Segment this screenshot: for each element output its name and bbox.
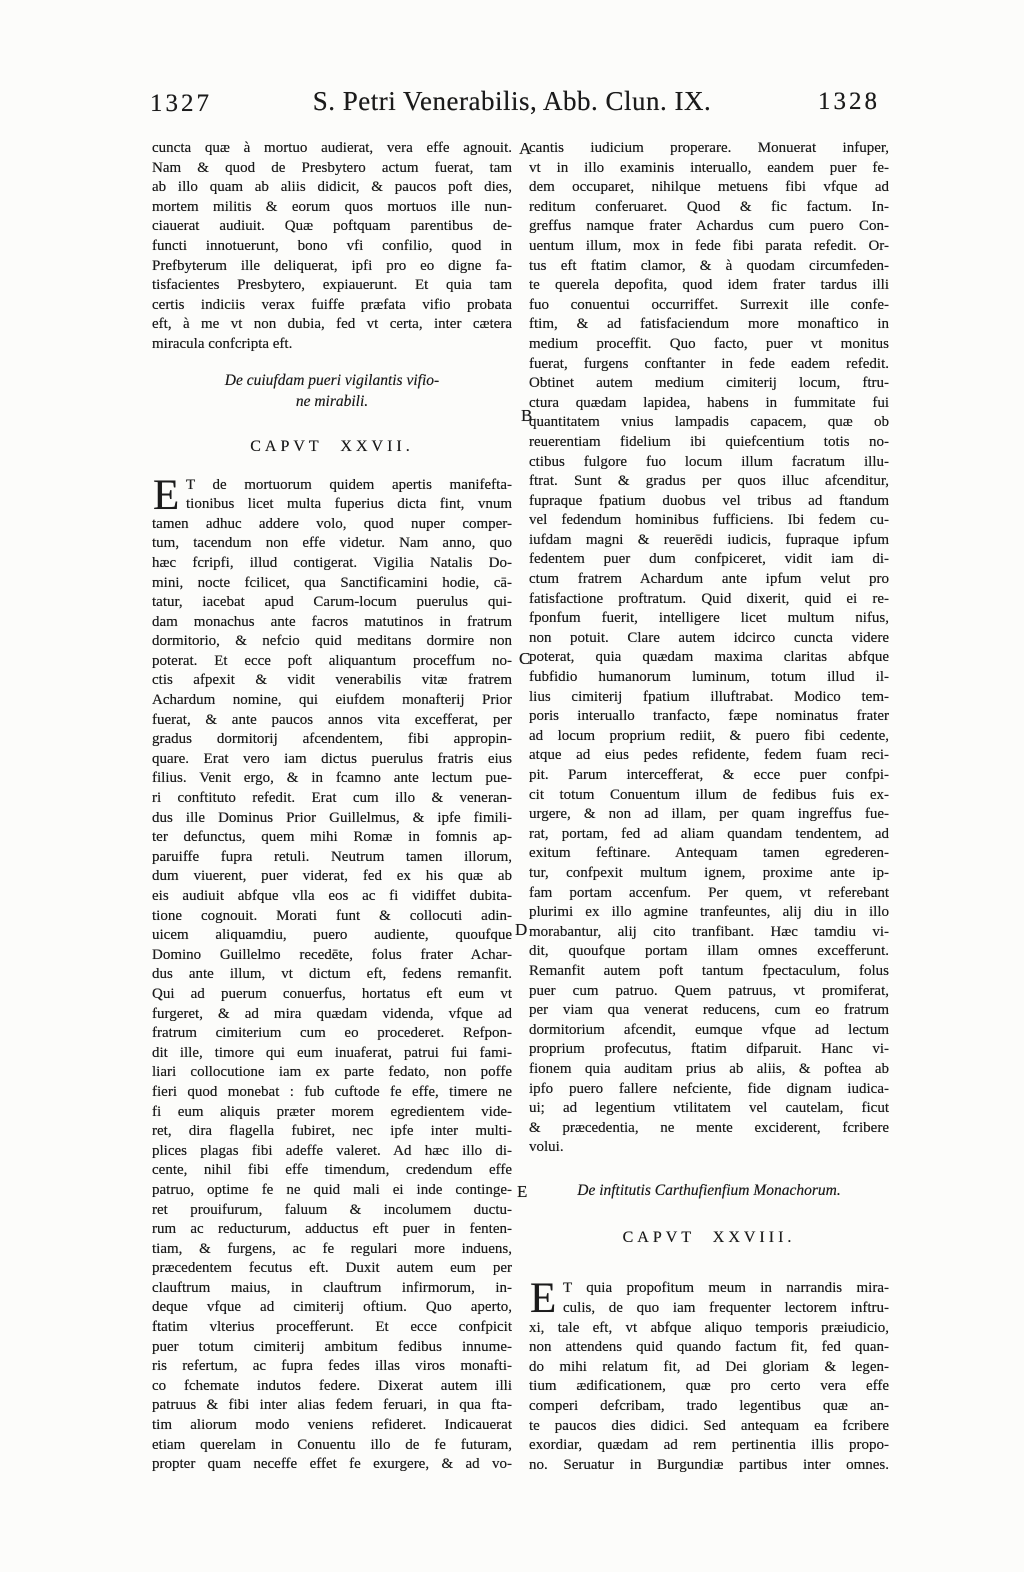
text-line: tim aliorum modo veniens refideret. Indicauerat	[152, 1417, 512, 1434]
text-line: ris refertum, ac fupra fedes illas viros monafti-	[152, 1358, 512, 1375]
text-line: fratrum cimiterium cum eo procederet. Refpon-	[152, 1025, 512, 1042]
text-line: tatur, iacebat apud Carum-locum puerulus qui-	[152, 594, 512, 611]
drop-cap-28: E	[530, 1275, 557, 1323]
text-line: mortem militis & eorum quos mortuos ille nun-	[152, 198, 512, 215]
text-line: cantis iudicium properare. Monuerat infuper,	[529, 140, 889, 156]
text-line: cuncta quæ à mortuo audierat, vera effe agnouit.	[152, 140, 512, 156]
text-line: per viam qua venerat reducens, cum eo fratrum	[529, 1002, 889, 1019]
text-line: dormitorio, & nefcio quid meditans dormire non	[152, 633, 512, 650]
text-line: dit ille, timore qui eum inuaferat, patrui fui fami-	[152, 1044, 512, 1061]
text-line: morabantur, alij cito tranfibant. Hæc tamdiu vi-	[529, 923, 889, 940]
text-line: ctum fratrem Achardum ante ipfum velut pro	[529, 571, 889, 588]
paragraph-lines	[529, 1275, 889, 1475]
text-line: Prefbyterum ille deliquerat, ipfi pro eo digne fa-	[152, 257, 512, 274]
text-line: hæc fcripfi, illud contigerat. Vigilia Natalis Do-	[152, 554, 512, 571]
text-line: comperi defcribam, trado legentibus quæ an-	[529, 1397, 889, 1414]
text-line: fuerat, furgens conftanter in fede eadem refedit.	[529, 355, 889, 372]
text-line: greffus namque frater Achardus cum puero Con-	[529, 218, 889, 235]
text-line: Obtinet autem medium cimiterij locum, ftru-	[529, 375, 889, 392]
text-line: fatisfactione proftratum. Quid dixerit, quid ei re-	[529, 590, 889, 607]
text-line: co fchemate indutos federe. Dixerat autem illi	[152, 1377, 512, 1394]
text-line: patruo, optime fe ne quid mali ei inde continge-	[152, 1181, 512, 1198]
text-line: mini, nocte fcilicet, qua Sanctificamini hodie, cā-	[152, 574, 512, 591]
text-line: xi, tale eft, vt abfque aliquo temporis præiudicio,	[529, 1319, 889, 1336]
page-header	[0, 86, 1024, 122]
text-line: Remanfit autem poft tantum fpectaculum, folus	[529, 962, 889, 979]
text-line: clauftrum maius, in clauftrum infirmorum, in-	[152, 1279, 512, 1296]
text-line: ciauerat audiuit. Quæ poftquam parentibus de-	[152, 218, 512, 235]
text-line: ne mirabili.	[295, 393, 369, 411]
text-line: tamen adhuc addere volo, quod nuper comper-	[152, 515, 512, 532]
drop-cap-27: E	[153, 471, 180, 519]
text-line: liari collocutione iam ex parte fedato, non poffe	[152, 1064, 512, 1081]
left-column	[152, 139, 512, 1475]
text-line: plices plagas fibi adeffe valeret. Ad hæc illo di-	[152, 1142, 512, 1159]
text-line: dem occuparet, nihilque metuens fibi vfque ad	[529, 179, 889, 196]
text-line: puer cum patruo. Quem patruus, vt promiferat,	[529, 982, 889, 999]
text-line: dus ille Dominus Prior Guillelmus, & ipfe fimili-	[152, 809, 512, 826]
text-line: deque vfque ad cimiterij oftium. Quo aperto,	[152, 1299, 512, 1316]
text-line: tisfacientes Presbytero, expiauerunt. Et quia tam	[152, 277, 512, 294]
text-line: pit. Parum intercefferat, & ecce puer confpi-	[529, 767, 889, 783]
chapter-28-heading: CAPVT XXVIII.	[622, 1229, 796, 1247]
text-line: exitum feftinare. Antequam tamen egrederen-	[529, 845, 889, 862]
text-line: T de mortuorum quidem apertis manifefta-	[186, 476, 512, 493]
text-line: Domino Guillelmo recedēte, folus frater Achar-	[152, 946, 512, 963]
text-line: rat, portam, fed ad aliam quandam tendentem, ad	[529, 825, 889, 842]
text-line: præcedentem fecutus eft. Duxit autem eum per	[152, 1260, 512, 1277]
text-line: ret prouifurum, faluum & incolumem ductu-	[152, 1201, 512, 1218]
text-line: dormitorium afcendit, eumque vfque ad lectum	[529, 1021, 889, 1038]
text-line: ctibus fulgore fuo locum illum facratum illu-	[529, 453, 889, 470]
text-line: reuerentiam fidelium ibi quiefcentium totis no-	[529, 433, 889, 450]
text-line: Nam & quod de Presbytero actum fuerat, tam	[152, 159, 512, 176]
text-line: fam portam accenfum. Per quem, vt referebant	[529, 884, 889, 901]
margin-letter-b: B	[521, 406, 533, 425]
text-line: & præcedentia, ne mente exciderent, fcribere	[529, 1119, 889, 1136]
margin-letter-d: D	[515, 920, 528, 939]
text-line: ab illo quam ab aliis didicit, & paucos poft dies,	[152, 179, 512, 196]
chapter-28-title	[529, 1180, 889, 1202]
paragraph-lines	[529, 139, 889, 1158]
text-line: gradus dormitorij afcendentem, fibi appropin-	[152, 731, 512, 748]
text-line: ctis afpexit & vidit venerabilis vitæ fratrem	[152, 672, 512, 689]
text-line: tionibus licet multa fuperius dicta fint, vnum	[186, 496, 512, 513]
text-line: tum, tacendum non effe videtur. Nam anno, quo	[152, 535, 512, 552]
text-line: ftim, & ad fatisfaciendum more monaftico in	[529, 316, 889, 333]
text-line: quare. Erat vero iam dictus puerulus fratris eius	[152, 750, 512, 767]
text-line: tione cognouit. Morati funt & collocuti adin-	[152, 907, 512, 924]
text-line: ret, dira flagella fubiret, nec ipfe inter multi-	[152, 1123, 512, 1140]
text-line: Achardum nomine, qui eiufdem monafterij Prior	[152, 692, 512, 709]
text-line: tus eft ftatim clamor, & à quodam circumfeden-	[529, 257, 889, 274]
left-continuation-paragraph	[152, 139, 512, 355]
text-line: Qui ad puerum conuerfus, hortatus eft eum vt	[152, 985, 512, 1002]
page-number-left: 1327	[150, 90, 212, 117]
text-line: propter quam neceffe effet fe exurgere, & ad vo-	[152, 1456, 512, 1473]
text-line: ter defunctus, quem mihi Romæ in fomnis ap-	[152, 829, 512, 846]
text-line: patruus & fibi inter alias fedem feruari, in qua fta-	[152, 1397, 512, 1414]
text-line: iufdam magni & reuerēdi iudicis, fupraque ipfum	[529, 531, 889, 548]
chapter-27-title	[152, 370, 512, 413]
text-line: uentum illum, mox in fede fibi parata refedit. Or-	[529, 237, 889, 254]
text-line: fionem quia auditam prius ab aliis, & poftea ab	[529, 1060, 889, 1077]
text-line: non potuit. Clare autem idcirco cuncta videre	[529, 629, 889, 646]
text-line: puer totum cimiterij ambitum fedibus innume-	[152, 1338, 512, 1355]
text-line: vt in illo examinis interuallo, eandem puer fe-	[529, 159, 889, 176]
text-line: fuo conuentui occurriffet. Surrexit ille confe-	[529, 296, 889, 313]
text-line: filius. Venit ergo, & in fcamno ante lectum pue-	[152, 770, 512, 787]
text-line: tiam, & furgens, ac fe regulari more induens,	[152, 1240, 512, 1257]
text-line: fubfidio humanorum luminum, totum illud il-	[529, 669, 889, 686]
margin-letter-e: E	[517, 1182, 528, 1201]
text-line: culis, de quo iam frequenter lectorem inftru-	[563, 1299, 889, 1316]
text-line: ad locum proprium rediit, & puero fibi cedente,	[529, 727, 889, 744]
right-column	[529, 139, 889, 1475]
text-line: fponfum fuerit, intelligere licet multum nifus,	[529, 610, 889, 627]
text-line: ftrat. Sunt & gradus per quos illuc afcenditur,	[529, 473, 889, 490]
text-line: lius cimiterij fpatium illuftrabat. Modico tem-	[529, 688, 889, 705]
text-line: medium proceffit. Quo facto, puer vt monitus	[529, 335, 889, 352]
text-line: ctura quædam lapidea, habens in fummitate fui	[529, 394, 889, 411]
margin-letter-c: C	[519, 649, 531, 668]
text-line: dit, quoufque portam illam omnes excefferunt.	[529, 943, 889, 960]
text-line: plurimi ex illo agmine tranfeuntes, alij diu in illo	[529, 904, 889, 921]
text-line: certis indiciis verax fuiffe præfata vifio probata	[152, 296, 512, 313]
text-line: non attendens quid quando factum fit, fed quan-	[529, 1339, 889, 1356]
text-line: quantitatem vnius lampadis capacem, quæ ob	[529, 414, 889, 431]
text-line: ipfo puero fallere nefciente, fide dignam iudica-	[529, 1080, 889, 1097]
text-line: no. Seruatur in Burgundiæ partibus inter omnes.	[529, 1456, 889, 1473]
text-line: rum ac reducturum, adductus eft puer in fenten-	[152, 1221, 512, 1238]
text-line: fieri quod monebat : fub cuftode fe effe, timere ne	[152, 1083, 512, 1100]
text-line: fuerat, & ante paucos annos vita excefferat, per	[152, 711, 512, 728]
text-line: fi eum aliquis præter morem egredientem vide-	[152, 1103, 512, 1120]
text-line: atque ad eius pedes refidente, fedem fuam reci-	[529, 747, 889, 764]
text-line: tium ædificationem, quæ pro certo vera effe	[529, 1378, 889, 1395]
text-line: functi innotuerunt, bono vfi confilio, quod in	[152, 237, 512, 254]
text-line: De inftitutis Carthufienfium Monachorum.	[577, 1181, 841, 1199]
text-line: fedentem puer dum confpiceret, vidit iam di-	[529, 551, 889, 568]
text-line: ui; ad legentium vtilitatem vel cautelam, ficut	[529, 1100, 889, 1117]
text-line: eis audiuit abfque vlla eos ac fi vidiffet dubita-	[152, 888, 512, 904]
text-line: proprium profecutus, ftatim difparuit. Hanc vi-	[529, 1041, 889, 1058]
text-line: exordiar, quædam ad rem pertinentia illis propo-	[529, 1437, 889, 1454]
text-line: furgeret, & ad mira quædam videnda, vfque ad	[152, 1005, 512, 1022]
paragraph-lines	[152, 139, 512, 355]
text-line: etiam querelam in Conuentu illo de fe futuram,	[152, 1436, 512, 1453]
text-line: poris interuallo tranfacto, fæpe nominatus frater	[529, 708, 889, 725]
text-line: ftatim vlterius procefferunt. Et ecce confpicit	[152, 1319, 512, 1336]
margin-letter-a: A	[519, 139, 532, 158]
chapter-27-body	[152, 471, 512, 1475]
text-line: miracula confcripta eft.	[152, 335, 293, 352]
text-line: te paucos dies didici. Sed antequam ea fcribere	[529, 1417, 889, 1434]
text-line: paruiffe fupra retuli. Neutrum tamen illorum,	[152, 848, 512, 865]
text-line: volui.	[529, 1139, 564, 1156]
text-line: cit totum Conuentum illum de fedibus fuis ex-	[529, 786, 889, 803]
text-line: eft, à me vt non dubia, fed vt certa, inter cætera	[152, 316, 512, 333]
paragraph-lines	[152, 471, 512, 1475]
text-line: dum viuerent, puer viderat, fed ex his quæ ab	[152, 868, 512, 885]
running-title: S. Petri Venerabilis, Abb. Clun. IX.	[312, 86, 712, 116]
text-line: dus ante illum, vt dictum eft, fedens remanfit.	[152, 966, 512, 983]
text-line: De cuiufdam pueri vigilantis vifio-	[224, 371, 440, 389]
text-line: uicem aliquamdiu, puero audiente, quoufque	[152, 927, 512, 944]
chapter-27-heading: CAPVT XXVII.	[250, 437, 414, 455]
text-line: poterat. Et ecce poft aliquantum proceffum no-	[152, 652, 512, 669]
text-line: do mihi relatum fit, ad Dei gloriam & legen-	[529, 1358, 889, 1375]
text-line: cente, nihil fibi effe timendum, credendum effe	[152, 1162, 512, 1179]
text-line: poterat, quia quædam maxima claritas abfque	[529, 649, 889, 666]
text-line: ri conftituto refedit. Erat cum illo & veneran-	[152, 790, 512, 807]
right-continuation-paragraph	[529, 139, 889, 1158]
text-line: fupraque fpatium duobus vel tribus ad ftandum	[529, 492, 889, 509]
chapter-28-body	[529, 1275, 889, 1475]
text-line: tur, confpexit multum ignem, proxime ante ip-	[529, 864, 889, 881]
text-line: te querela depofita, quod idem frater tardus illi	[529, 277, 889, 294]
text-line: vel fedendum hominibus fufficiens. Ibi fedem cu-	[529, 512, 889, 529]
text-line: urgere, & non ad illam, per quam ingreffus fue-	[529, 806, 889, 823]
text-line: reditum conferuaret. Quod & fic factum. In-	[529, 198, 889, 215]
text-line: dam monachus ante facros matutinos in fratrum	[152, 613, 512, 630]
page-number-right: 1328	[818, 88, 880, 115]
text-line: T quia propofitum meum in narrandis mira-	[563, 1280, 889, 1297]
